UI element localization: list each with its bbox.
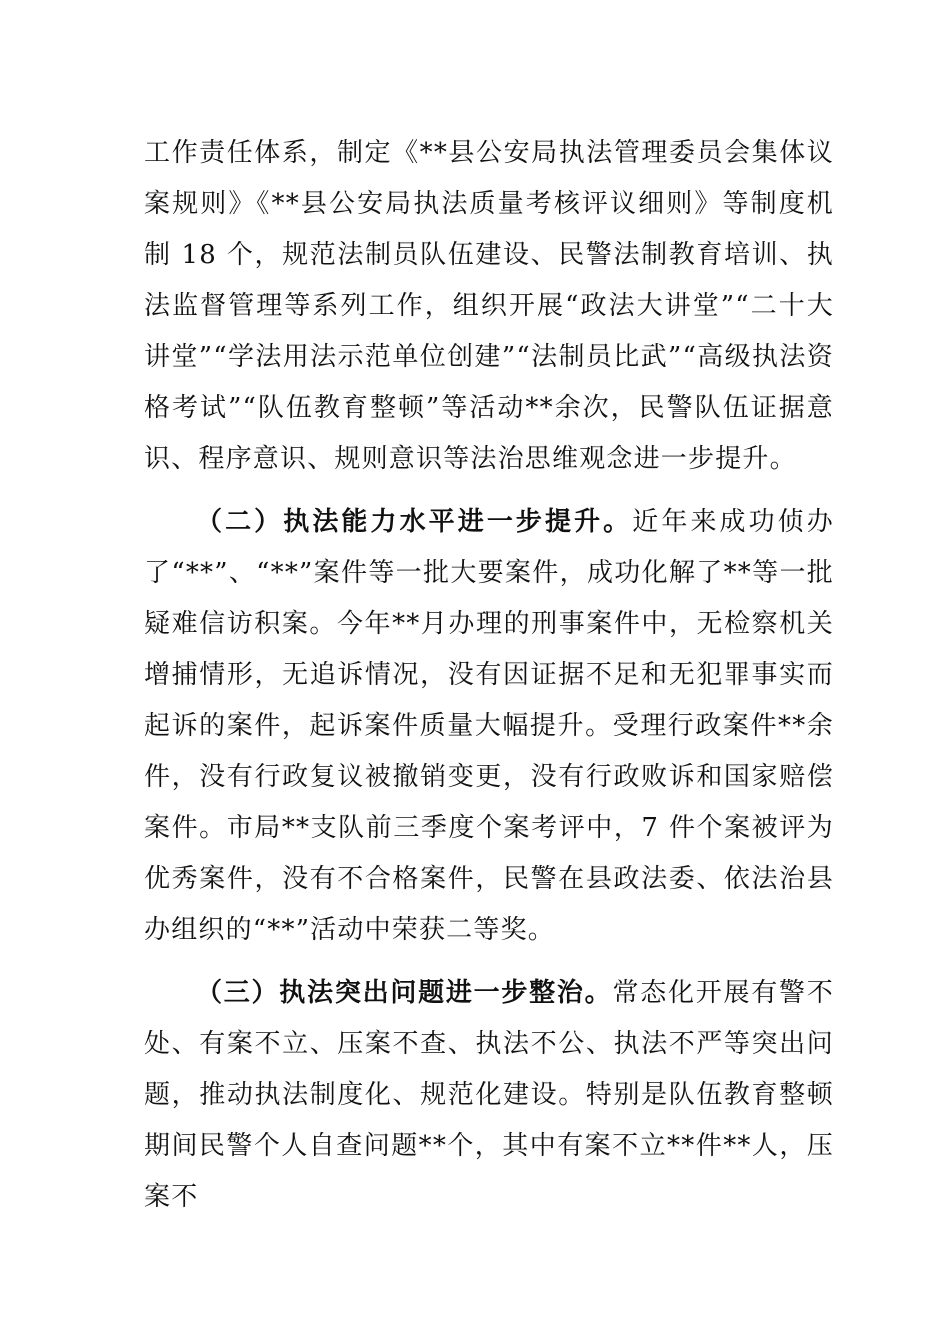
paragraph-section-2 — [144, 497, 834, 956]
document-body — [144, 128, 834, 1235]
paragraph-text: 近年来成功侦办了“**”、“**”案件等一批大要案件，成功化解了**等一批疑难信访积案。今年**月办理的刑事案件中，无检察机关增捕情形，无追诉情况，没有因证据不足和无犯罪事实而起诉的案件，起诉案件质量大幅提升。受理行政案件**余件，没有行政复议被撤销变更，没有行政败诉和国家赔偿案件。市局**支队前三季度个案考评中，7 件个案被评为优秀案件，没有不合格案件，民警在县政法委、依法治县办组织的“**”活动中荣获二等奖。 — [144, 507, 834, 945]
section-heading: （二）执法能力水平进一步提升。 — [196, 507, 633, 537]
paragraph-continuation — [144, 128, 834, 485]
paragraph-section-3 — [144, 968, 834, 1223]
paragraph-text: 常态化开展有警不处、有案不立、压案不查、执法不公、执法不严等突出问题，推动执法制度化、规范化建设。特别是队伍教育整顿期间民警个人自查问题**个，其中有案不立**件**人，压案不 — [144, 978, 834, 1212]
paragraph-text: 工作责任体系，制定《**县公安局执法管理委员会集体议案规则》《**县公安局执法质量考核评议细则》等制度机制 18 个，规范法制员队伍建设、民警法制教育培训、执法监督管理等系列工作，组织开展“政法大讲堂”“二十大讲堂”“学法用法示范单位创建”“法制员比武”“高级执法资格考试”“队伍教育整顿”等活动**余次，民警队伍证据意识、程序意识、规则意识等法治思维观念进一步提升。 — [144, 138, 834, 474]
section-heading: （三）执法突出问题进一步整治。 — [196, 978, 613, 1008]
